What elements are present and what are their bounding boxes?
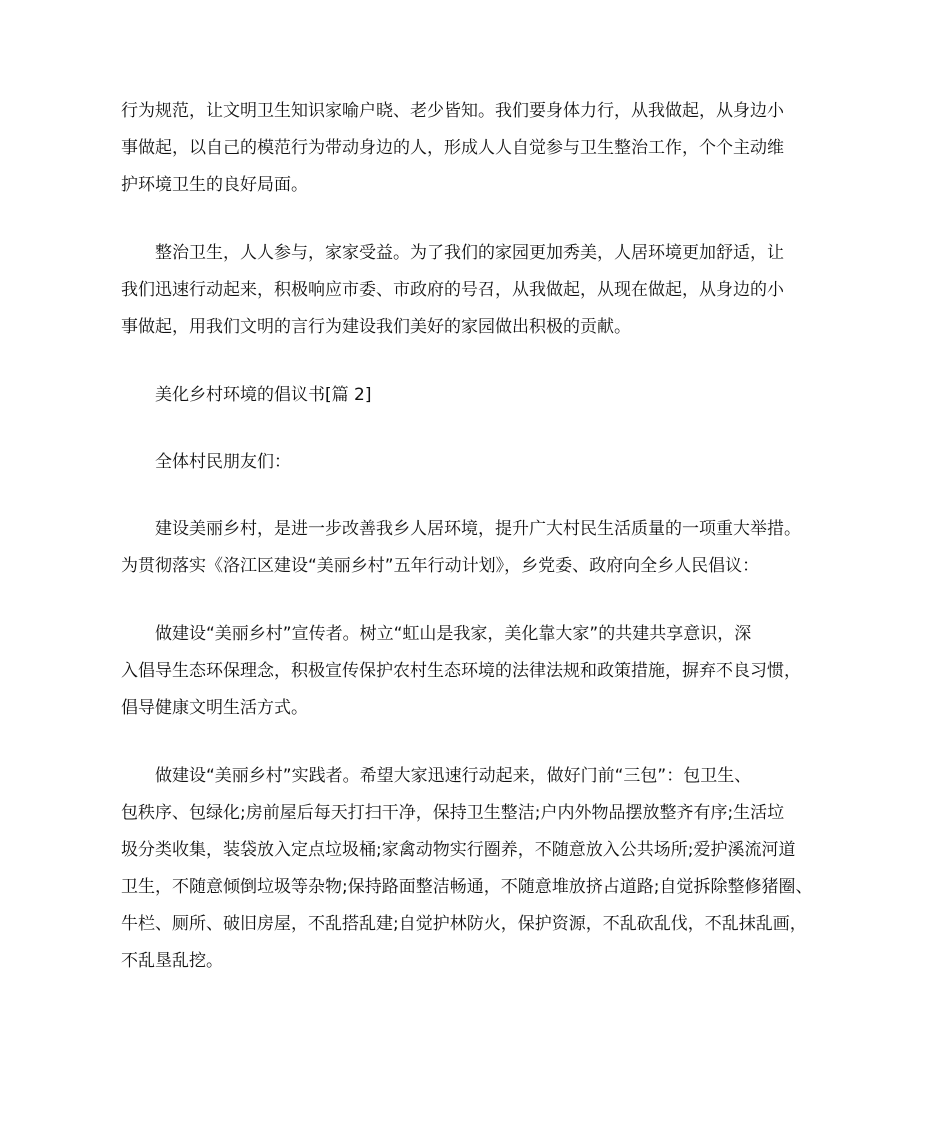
text-line: 建设美丽乡村，是进一步改善我乡人居环境，提升广大村民生活质量的一项重大举措。 xyxy=(121,519,801,539)
paragraph-practitioner xyxy=(121,758,833,980)
paragraph-advocate xyxy=(121,616,833,727)
text-line: 做建设“美丽乡村”实践者。希望大家迅速行动起来，做好门前“三包”：包卫生、 xyxy=(121,766,752,786)
text-line: 行为规范，让文明卫生知识家喻户晓、老少皆知。我们要身体力行，从我做起，从身边小 xyxy=(121,101,784,121)
text-line: 入倡导生态环保理念，积极宣传保护农村生态环境的法律法规和政策措施，摒弃不良习惯， xyxy=(121,661,801,681)
document-body xyxy=(121,93,833,1011)
paragraph-hygiene-norms xyxy=(121,93,833,204)
text-line: 我们迅速行动起来，积极响应市委、市政府的号召，从我做起，从现在做起，从身边的小 xyxy=(121,280,784,300)
text-line: 卫生，不随意倾倒垃圾等杂物;保持路面整洁畅通，不随意堆放挤占道路;自觉拆除整修猪圈、 xyxy=(121,877,813,897)
salutation-text: 全体村民朋友们： xyxy=(121,452,291,472)
text-line: 整治卫生，人人参与，家家受益。为了我们的家园更加秀美，人居环境更加舒适，让 xyxy=(121,243,784,263)
paragraph-intro xyxy=(121,511,833,585)
heading-text: 美化乡村环境的倡议书[篇 2] xyxy=(121,385,372,405)
text-line: 事做起，用我们文明的言行为建设我们美好的家园做出积极的贡献。 xyxy=(121,317,631,337)
paragraph-call-to-action xyxy=(121,235,833,346)
text-line: 圾分类收集，装袋放入定点垃圾桶;家禽动物实行圈养，不随意放入公共场所;爱护溪流河道 xyxy=(121,840,796,860)
section-heading xyxy=(121,377,833,414)
text-line: 事做起，以自己的模范行为带动身边的人，形成人人自觉参与卫生整治工作，个个主动维 xyxy=(121,138,784,158)
text-line: 为贯彻落实《洛江区建设“美丽乡村”五年行动计划》，乡党委、政府向全乡人民倡议： xyxy=(121,556,760,576)
text-line: 护环境卫生的良好局面。 xyxy=(121,175,308,195)
text-line: 做建设“美丽乡村”宣传者。树立“虹山是我家，美化靠大家”的共建共享意识，深 xyxy=(121,624,752,644)
text-line: 包秩序、包绿化;房前屋后每天打扫干净，保持卫生整洁;户内外物品摆放整齐有序;生活垃 xyxy=(121,803,785,823)
text-line: 倡导健康文明生活方式。 xyxy=(121,698,308,718)
text-line: 不乱垦乱挖。 xyxy=(121,951,223,971)
text-line: 牛栏、厕所、破旧房屋，不乱搭乱建;自觉护林防火，保护资源，不乱砍乱伐，不乱抹乱画， xyxy=(121,914,807,934)
salutation xyxy=(121,444,833,481)
